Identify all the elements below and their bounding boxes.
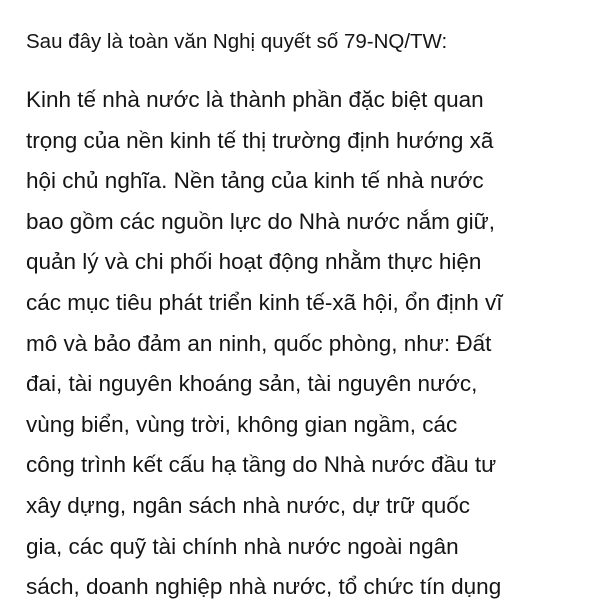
- paragraph-line: quản lý và chi phối hoạt động nhằm thực hiện: [26, 249, 482, 275]
- paragraph-line: công trình kết cấu hạ tầng do Nhà nước đầu tư: [26, 452, 497, 478]
- paragraph-line: hội chủ nghĩa. Nền tảng của kinh tế nhà nước: [26, 168, 484, 194]
- paragraph-line: xây dựng, ngân sách nhà nước, dự trữ quốc: [26, 492, 471, 518]
- paragraph-line: Kinh tế nhà nước là thành phần đặc biệt quan: [26, 87, 484, 112]
- paragraph-line: mô và bảo đảm an ninh, quốc phòng, như: Đất: [26, 330, 492, 356]
- paragraph-line: vùng biển, vùng trời, không gian ngầm, các: [26, 411, 458, 437]
- paragraph-line: gia, các quỹ tài chính nhà nước ngoài ngân: [26, 533, 459, 559]
- paragraph-line: sách, doanh nghiệp nhà nước, tổ chức tín dụng: [26, 574, 502, 600]
- paragraph-line: trọng của nền kinh tế thị trường định hướng xã: [26, 127, 494, 153]
- body-paragraph: [26, 80, 503, 608]
- intro-line: Sau đây là toàn văn Nghị quyết số 79-NQ/TW:: [26, 30, 448, 53]
- paragraph-line: bao gồm các nguồn lực do Nhà nước nắm giữ,: [26, 208, 495, 234]
- paragraph-line: các mục tiêu phát triển kinh tế-xã hội, ổn định vĩ: [26, 289, 503, 315]
- paragraph-line: đai, tài nguyên khoáng sản, tài nguyên nước,: [26, 371, 478, 397]
